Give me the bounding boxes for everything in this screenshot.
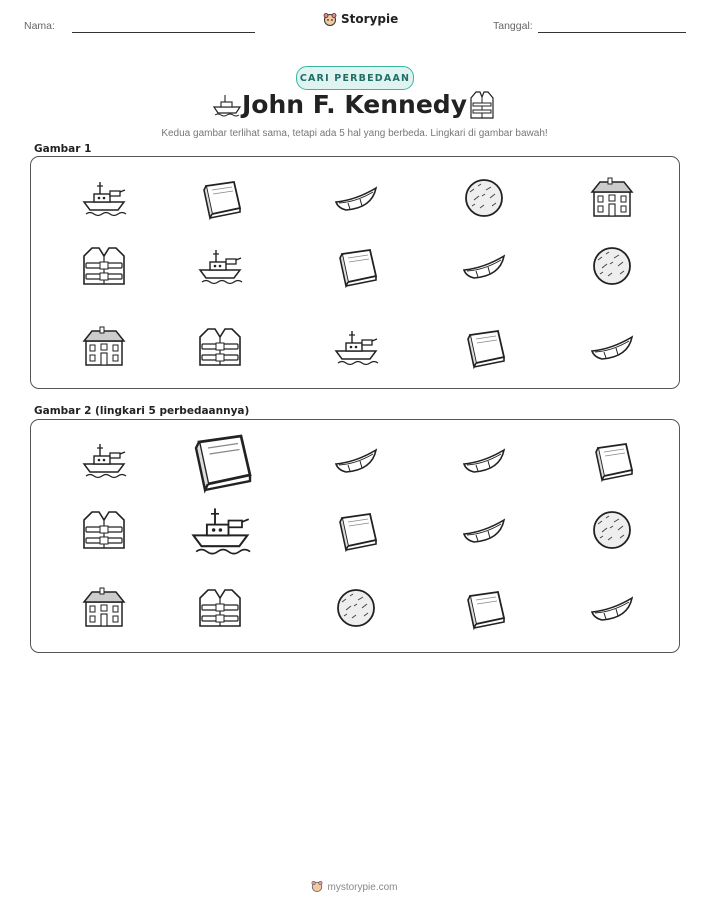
storypie-mascot-icon: [323, 12, 337, 26]
section2-title: Gambar 2 (lingkari 5 perbedaannya): [34, 405, 250, 417]
canoe-icon: [588, 327, 636, 371]
canoe-icon[interactable]: [332, 440, 380, 484]
life-vest-icon: [468, 90, 496, 120]
page-title: John F. Kennedy: [241, 90, 467, 119]
life-vest-icon[interactable]: [196, 588, 244, 632]
coconut-icon[interactable]: [332, 588, 380, 632]
book-icon[interactable]: [460, 588, 508, 632]
house-icon: [80, 327, 128, 371]
house-icon: [588, 178, 636, 222]
canoe-icon[interactable]: [460, 510, 508, 554]
name-field-line[interactable]: [72, 32, 255, 33]
brand-logo: [323, 12, 398, 26]
boat-icon: [80, 178, 128, 222]
storypie-mascot-icon: [311, 880, 323, 892]
footer-url: mystorypie.com: [327, 882, 398, 894]
brand-name: Storypie: [341, 12, 399, 26]
canoe-icon: [460, 246, 508, 290]
boat-icon: [196, 246, 244, 290]
date-field-line[interactable]: [538, 32, 686, 33]
section1-title: Gambar 1: [34, 143, 92, 155]
life-vest-icon[interactable]: [80, 510, 128, 554]
book-icon: [460, 327, 508, 371]
boat-icon[interactable]: [188, 503, 253, 561]
instructions: Kedua gambar terlihat sama, tetapi ada 5 hal yang berbeda. Lingkari di gambar bawah!: [161, 128, 548, 139]
canoe-icon[interactable]: [460, 440, 508, 484]
coconut-icon: [588, 246, 636, 290]
date-label: Tanggal:: [493, 20, 533, 32]
book-icon[interactable]: [184, 430, 256, 494]
life-vest-icon: [196, 327, 244, 371]
boat-icon: [332, 327, 380, 371]
coconut-icon: [460, 178, 508, 222]
book-icon[interactable]: [588, 440, 636, 484]
canoe-icon: [332, 178, 380, 222]
boat-icon[interactable]: [80, 440, 128, 484]
house-icon[interactable]: [80, 588, 128, 632]
book-icon[interactable]: [332, 510, 380, 554]
coconut-icon[interactable]: [588, 510, 636, 554]
canoe-icon[interactable]: [588, 588, 636, 632]
activity-badge: CARI PERBEDAAN: [296, 66, 414, 90]
name-label: Nama:: [24, 20, 55, 32]
life-vest-icon: [80, 246, 128, 290]
book-icon: [332, 246, 380, 290]
footer: [0, 880, 709, 895]
book-icon: [196, 178, 244, 222]
